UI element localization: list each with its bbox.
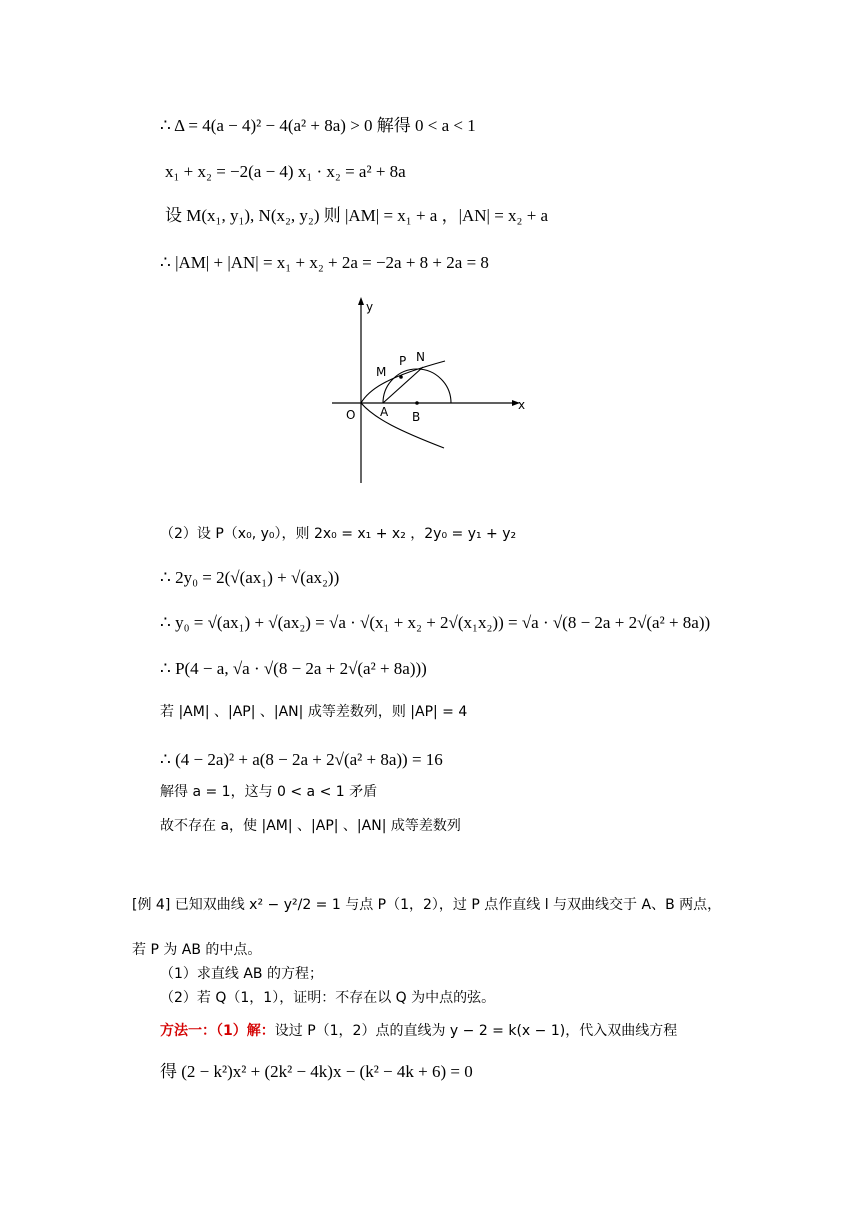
part2-set-p-line: （2）设 P（x₀, y₀），则 2x₀ = x₁ + x₂ ，2y₀ = y₁ + y₂ <box>160 526 517 542</box>
question-1: （1）求直线 AB 的方程； <box>160 966 323 982</box>
arithmetic-sequence-condition-line: 若 |AM| 、|AP| 、|AN| 成等差数列，则 |AP| = 4 <box>160 704 468 720</box>
point-a-label: A <box>380 405 389 419</box>
two-y0-line: ∴ 2y₀ = 2(√(ax₁) + √(ax₂)) <box>160 568 340 587</box>
example-4-statement: [例 4] 已知双曲线 x² − y²/2 = 1 与点 P（1，2），过 P 点作直线 l 与双曲线交于 A、B 两点， <box>132 897 722 913</box>
method-one-line <box>160 1018 677 1043</box>
vieta-line: x₁ + x₂ = −2(a − 4) x₁ · x₂ = a² + 8a <box>165 162 406 181</box>
y0-expression-line: ∴ y₀ = √(ax₁) + √(ax₂) = √a · √(x₁ + x₂ + 2√(x₁x₂)) = √a · √(8 − 2a + 2√(a² + 8a)) <box>160 613 711 632</box>
point-p-label: P <box>399 354 407 368</box>
point-p-coordinates-line: ∴ P(4 − a, √a · √(8 − 2a + 2√(a² + 8a))) <box>160 659 427 678</box>
set-points-line: 设 M(x₁, y₁), N(x₂, y₂) 则 |AM| = x₁ + a ，|AN| = x₂ + a <box>165 206 549 225</box>
contradiction-line: 解得 a = 1，这与 0 < a < 1 矛盾 <box>160 784 378 800</box>
equation-16-line: ∴ (4 − 2a)² + a(8 − 2a + 2√(a² + 8a)) = 16 <box>160 750 443 769</box>
y-axis-label: y <box>366 300 374 314</box>
origin-label: O <box>346 408 356 422</box>
method-one-text: 设过 P（1，2）点的直线为 y − 2 = k(x − 1)，代入双曲线方程 <box>274 1023 678 1039</box>
x-axis-label: x <box>518 398 526 412</box>
delta-condition-line: ∴ Δ = 4(a − 4)² − 4(a² + 8a) > 0 解得 0 < a < 1 <box>160 116 476 135</box>
point-m-label: M <box>376 365 387 379</box>
y-axis-arrow-icon <box>358 297 364 305</box>
question-2: （2）若 Q（1，1），证明：不存在以 Q 为中点的弦。 <box>160 990 496 1006</box>
point-n-label: N <box>416 350 425 364</box>
point-p-dot <box>399 375 403 379</box>
quadratic-equation-line: 得 (2 − k²)x² + (2k² − 4k)x − (k² − 4k + 6) = 0 <box>160 1062 473 1081</box>
parabola-lower <box>361 403 444 448</box>
parabola-figure <box>320 293 535 493</box>
circle-arc <box>383 369 451 403</box>
example-4-statement-cont: 若 P 为 AB 的中点。 <box>132 942 262 958</box>
sum-distance-line: ∴ |AM| + |AN| = x₁ + x₂ + 2a = −2a + 8 + 2a = 8 <box>160 253 489 272</box>
point-b-dot <box>415 401 419 405</box>
point-b-label: B <box>412 410 421 424</box>
conclusion-line: 故不存在 a，使 |AM| 、|AP| 、|AN| 成等差数列 <box>160 818 461 834</box>
method-one-label: 方法一：（1）解： <box>160 1023 275 1039</box>
